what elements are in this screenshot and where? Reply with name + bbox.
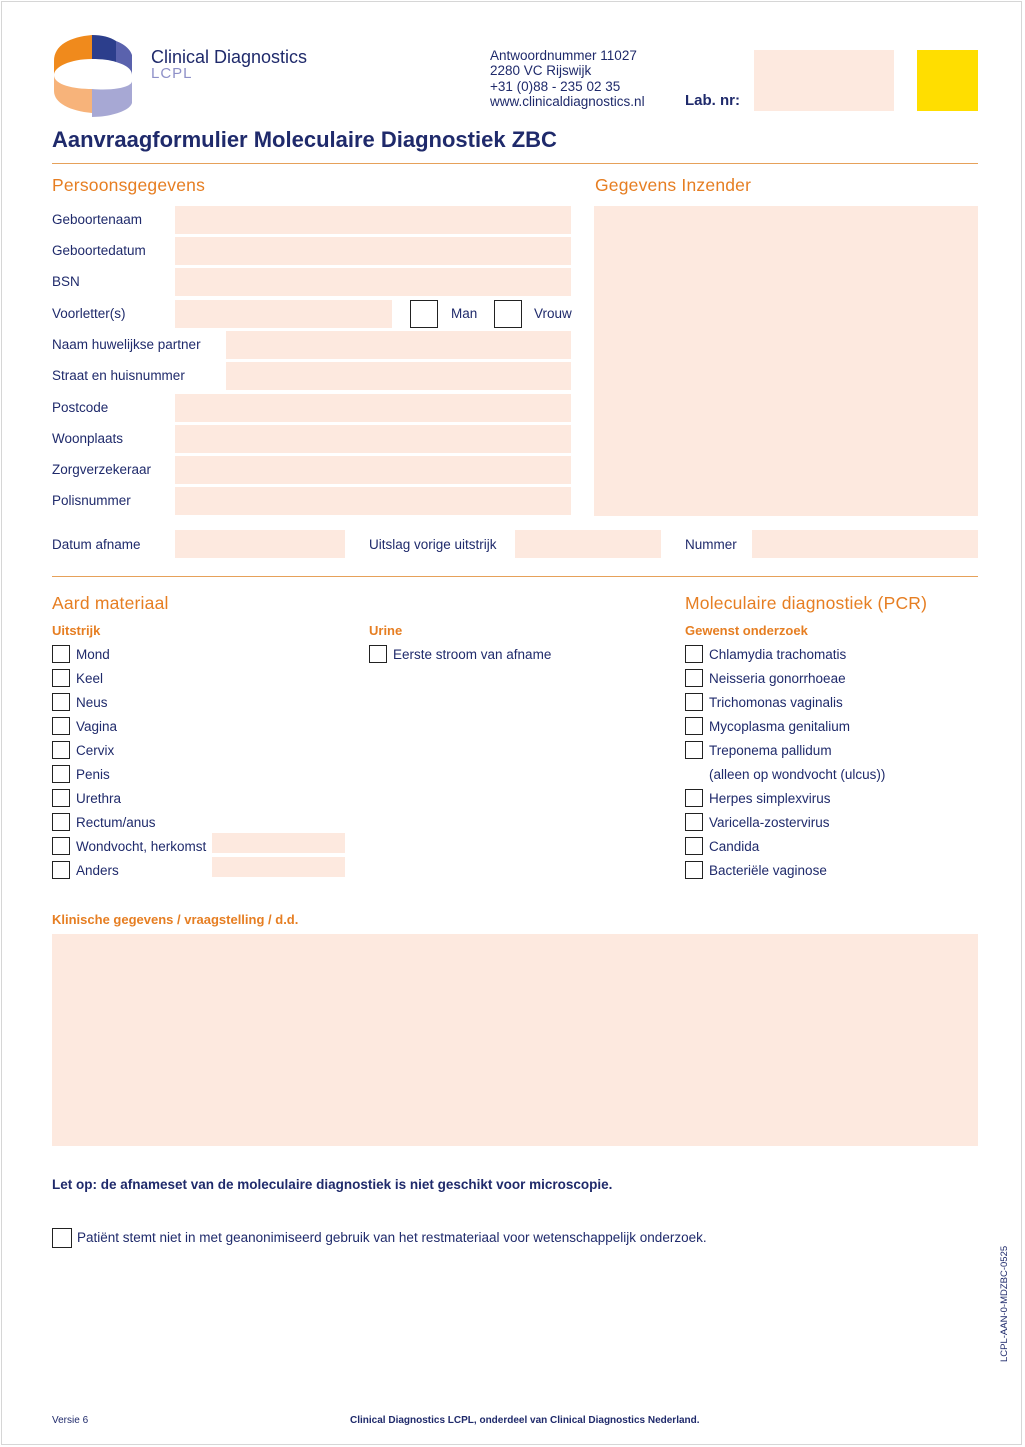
pcr-label: Neisseria gonorrhoeae	[709, 671, 846, 686]
field-label: Naam huwelijkse partner	[52, 337, 201, 352]
section-heading-sender: Gegevens Inzender	[595, 175, 752, 195]
brand-name: Clinical Diagnostics	[151, 47, 308, 67]
wound-origin-field[interactable]	[212, 833, 345, 853]
divider	[52, 163, 978, 164]
pcr-label: Varicella-zostervirus	[709, 815, 830, 830]
urine-heading: Urine	[369, 623, 403, 638]
voorletters-field[interactable]	[175, 300, 392, 328]
swab-heading: Uitstrijk	[52, 623, 101, 638]
field-label: Geboortenaam	[52, 212, 143, 227]
clinical-heading: Klinische gegevens / vraagstelling / d.d.	[52, 912, 299, 927]
pcr-subheading: Gewenst onderzoek	[685, 623, 808, 638]
pcr-checkbox[interactable]	[685, 789, 703, 807]
swab-checkbox[interactable]	[52, 693, 70, 711]
swab-label: Rectum/anus	[76, 815, 156, 830]
lab-nr-label: Lab. nr:	[685, 92, 740, 109]
swab-checkbox[interactable]	[52, 645, 70, 663]
pcr-checkbox[interactable]	[685, 693, 703, 711]
address-line: Antwoordnummer 11027	[490, 48, 637, 63]
field-label: Zorgverzekeraar	[52, 462, 152, 477]
field-label: Straat en huisnummer	[52, 368, 185, 383]
pcr-label: Herpes simplexvirus	[709, 791, 831, 806]
page-title: Aanvraagformulier Moleculaire Diagnostiek ZBC	[52, 127, 557, 152]
previous-result-field[interactable]	[515, 530, 661, 558]
pcr-label: Chlamydia trachomatis	[709, 647, 847, 662]
gender-male-checkbox[interactable]	[410, 300, 438, 328]
urine-checkbox[interactable]	[369, 645, 387, 663]
swab-label: Keel	[76, 671, 104, 686]
pcr-label: Candida	[709, 839, 760, 854]
pcr-checkbox[interactable]	[685, 861, 703, 879]
field-label: Voorletter(s)	[52, 306, 126, 321]
pcr-checkbox[interactable]	[685, 813, 703, 831]
previous-result-label: Uitslag vorige uitstrijk	[369, 537, 497, 552]
postcode-field[interactable]	[175, 394, 571, 422]
footer-org: Clinical Diagnostics LCPL, onderdeel van Clinical Diagnostics Nederland.	[350, 1415, 700, 1426]
swab-checkbox[interactable]	[52, 861, 70, 879]
bsn-field[interactable]	[175, 268, 571, 296]
field-label: Polisnummer	[52, 493, 131, 508]
version-label: Versie 6	[52, 1415, 89, 1426]
number-field[interactable]	[752, 530, 978, 558]
gender-female-label: Vrouw	[534, 306, 572, 321]
field-label: Woonplaats	[52, 431, 124, 446]
swab-checkbox[interactable]	[52, 741, 70, 759]
swab-checkbox[interactable]	[52, 837, 70, 855]
gender-male-label: Man	[451, 306, 478, 321]
address-line: 2280 VC Rijswijk	[490, 63, 592, 79]
section-heading-personal: Persoonsgegevens	[52, 175, 206, 195]
swab-label: Wondvocht, herkomst	[76, 839, 207, 854]
clinical-diagnostics-logo	[50, 33, 134, 119]
date-collection-label: Datum afname	[52, 537, 141, 552]
pcr-note: (alleen op wondvocht (ulcus))	[709, 767, 886, 782]
pcr-checkbox[interactable]	[685, 837, 703, 855]
address-link[interactable]: www.clinicaldiagnostics.nl	[490, 93, 645, 109]
section-heading-pcr: Moleculaire diagnostiek (PCR)	[685, 593, 928, 613]
pcr-label: Treponema pallidum	[709, 743, 832, 758]
geboortedatum-field[interactable]	[175, 237, 571, 265]
swab-label: Cervix	[76, 743, 115, 758]
pcr-checkbox[interactable]	[685, 741, 703, 759]
microscopy-notice: Let op: de afnameset van de moleculaire diagnostiek is niet geschikt voor microscopie.	[52, 1177, 613, 1192]
partner-name-field[interactable]	[226, 331, 571, 359]
swab-label: Urethra	[76, 791, 122, 806]
pcr-checkbox[interactable]	[685, 645, 703, 663]
address-block	[490, 48, 645, 109]
zorgverzekeraar-field[interactable]	[175, 456, 571, 484]
sender-details-field[interactable]	[594, 206, 978, 516]
gender-female-checkbox[interactable]	[494, 300, 522, 328]
yellow-marker	[917, 50, 978, 111]
consent-label: Patiënt stemt niet in met geanonimiseerd gebruik van het restmateriaal voor wetenschappelijk onderzoek.	[77, 1230, 707, 1245]
address-line: +31 (0)88 - 235 02 35	[490, 78, 621, 94]
field-label: BSN	[52, 274, 80, 289]
street-field[interactable]	[226, 362, 571, 390]
urine-label: Eerste stroom van afname	[393, 647, 552, 662]
divider	[52, 576, 978, 577]
swab-label: Mond	[76, 647, 110, 662]
swab-checkbox[interactable]	[52, 669, 70, 687]
field-label: Geboortedatum	[52, 243, 146, 258]
brand-sub: LCPL	[151, 65, 193, 82]
field-label: Postcode	[52, 400, 109, 415]
pcr-checkbox[interactable]	[685, 717, 703, 735]
swab-label: Neus	[76, 695, 108, 710]
pcr-label: Bacteriële vaginose	[709, 863, 827, 878]
swab-checkbox[interactable]	[52, 765, 70, 783]
swab-checkbox[interactable]	[52, 717, 70, 735]
form-code: LCPL-AAN-0-MDZBC-0525	[999, 1245, 1010, 1362]
swab-checkbox[interactable]	[52, 813, 70, 831]
lab-nr-field[interactable]	[754, 50, 894, 111]
swab-label: Vagina	[76, 719, 118, 734]
swab-label: Anders	[76, 863, 119, 878]
date-collection-field[interactable]	[175, 530, 345, 558]
pcr-checkbox[interactable]	[685, 669, 703, 687]
woonplaats-field[interactable]	[175, 425, 571, 453]
geboortenaam-field[interactable]	[175, 206, 571, 234]
clinical-details-field[interactable]	[52, 934, 978, 1146]
number-label: Nummer	[685, 537, 737, 552]
consent-checkbox[interactable]	[52, 1228, 72, 1248]
section-heading-material: Aard materiaal	[52, 593, 169, 613]
pcr-label: Trichomonas vaginalis	[709, 695, 843, 710]
swab-checkbox[interactable]	[52, 789, 70, 807]
polisnummer-field[interactable]	[175, 487, 571, 515]
pcr-label: Mycoplasma genitalium	[709, 719, 851, 734]
other-material-field[interactable]	[212, 857, 345, 877]
swab-label: Penis	[76, 767, 110, 782]
